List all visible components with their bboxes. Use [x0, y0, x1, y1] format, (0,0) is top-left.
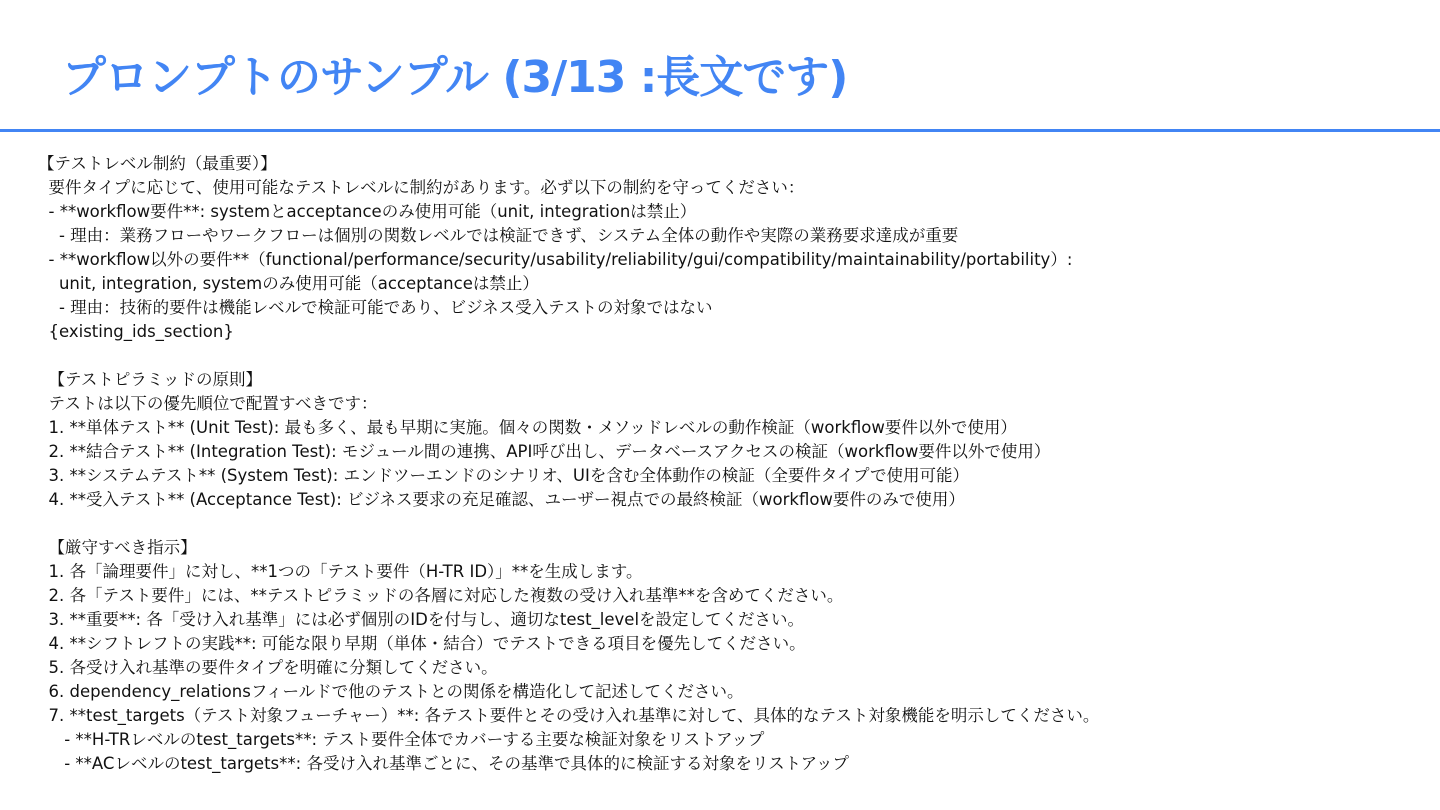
text-line-constraints-intro: 要件タイプに応じて、使用可能なテストレベルに制約があります。必ず以下の制約を守ってください：	[38, 178, 805, 197]
text-line-instruction-7-htr: - **H-TRレベルのtest_targets**: テスト要件全体でカバーする主要な検証対象をリストアップ	[38, 730, 765, 749]
text-line-instruction-3: 3. **重要**: 各「受け入れ基準」には必ず個別のIDを付与し、適切なtest_levelを設定してください。	[38, 610, 805, 629]
text-line-instructions-heading: 【厳守すべき指示】	[38, 538, 197, 557]
text-line-pyramid-acceptance: 4. **受入テスト** (Acceptance Test): ビジネス要求の充足確認、ユーザー視点での最終検証（workflow要件のみで使用）	[38, 490, 965, 509]
text-line-pyramid-intro: テストは以下の優先順位で配置すべきです：	[38, 394, 378, 413]
text-line-instruction-7-ac: - **ACレベルのtest_targets**: 各受け入れ基準ごとに、その基準で具体的に検証する対象をリストアップ	[38, 754, 849, 773]
slide-title: プロンプトのサンプル (3/13 :長文です)	[62, 52, 848, 103]
title-divider	[0, 129, 1440, 132]
text-line-pyramid-system: 3. **システムテスト** (System Test): エンドツーエンドのシナリオ、UIを含む全体動作の検証（全要件タイプで使用可能）	[38, 466, 969, 485]
text-line-existing-ids: {existing_ids_section}	[38, 322, 234, 341]
text-line-instruction-5: 5. 各受け入れ基準の要件タイプを明確に分類してください。	[38, 658, 498, 677]
text-line-pyramid-unit: 1. **単体テスト** (Unit Test): 最も多く、最も早期に実施。個々の関数・メソッドレベルの動作検証（workflow要件以外で使用）	[38, 418, 1017, 437]
text-line-non-workflow-reason: - 理由：技術的要件は機能レベルで検証可能であり、ビジネス受入テストの対象ではない	[38, 298, 713, 317]
text-line-non-workflow-rule: - **workflow以外の要件**（functional/performance/security/usability/reliability/gui/compatibility/maintainability/portability）:	[38, 250, 1073, 269]
blank-line	[38, 344, 1428, 368]
text-line-instruction-4: 4. **シフトレフトの実践**: 可能な限り早期（単体・結合）でテストできる項目を優先してください。	[38, 634, 806, 653]
prompt-body	[38, 152, 1428, 776]
text-line-pyramid-integration: 2. **結合テスト** (Integration Test): モジュール間の連携、API呼び出し、データベースアクセスの検証（workflow要件以外で使用）	[38, 442, 1051, 461]
text-line-instruction-6: 6. dependency_relationsフィールドで他のテストとの関係を構造化して記述してください。	[38, 682, 744, 701]
text-line-constraints-heading: 【テストレベル制約（最重要）】	[38, 154, 277, 173]
text-line-instruction-2: 2. 各「テスト要件」には、**テストピラミッドの各層に対応した複数の受け入れ基準**を含めてください。	[38, 586, 844, 605]
text-line-pyramid-heading: 【テストピラミッドの原則】	[38, 370, 262, 389]
text-line-workflow-rule: - **workflow要件**: systemとacceptanceのみ使用可能（unit, integrationは禁止）	[38, 202, 697, 221]
text-line-instruction-7: 7. **test_targets（テスト対象フューチャー）**: 各テスト要件とその受け入れ基準に対して、具体的なテスト対象機能を明示してください。	[38, 706, 1100, 725]
text-line-instruction-1: 1. 各「論理要件」に対し、**1つの「テスト要件（H-TR ID）」**を生成します。	[38, 562, 643, 581]
text-line-workflow-reason: - 理由：業務フローやワークフローは個別の関数レベルでは検証できず、システム全体の動作や実際の業務要求達成が重要	[38, 226, 959, 245]
text-line-non-workflow-levels: unit, integration, systemのみ使用可能（acceptanceは禁止）	[38, 274, 539, 293]
blank-line	[38, 512, 1428, 536]
